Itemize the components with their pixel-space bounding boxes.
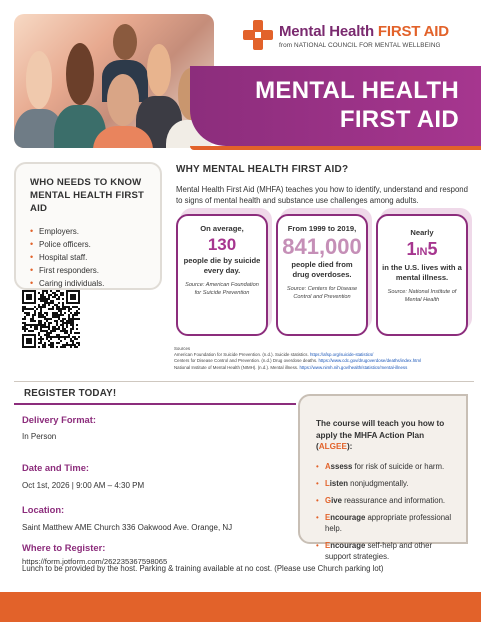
register-title: REGISTER TODAY! — [24, 388, 117, 399]
divider — [14, 381, 474, 382]
list-item: • Caring individuals. — [30, 277, 146, 290]
source-line: Centers for Disease Control and Prevention. (n.d.) Drug overdose deaths. https://www.cdc.gov/drugoverdose/deaths/index.html — [174, 358, 421, 364]
list-item: • Assess for risk of suicide or harm. — [316, 461, 454, 472]
location-value: Saint Matthew AME Church 336 Oakwood Ave. Orange, NJ — [22, 523, 233, 532]
sources — [174, 346, 474, 371]
banner-title: MENTAL HEALTH FIRST AID — [255, 77, 459, 133]
header — [0, 0, 481, 150]
source-line: National Institute of Mental Health (NIMH). (n.d.). Mental illness. https://www.nimh.nih.gov/health/statistics/mental-illness — [174, 364, 408, 370]
stat-description: people died from drug overdoses. — [291, 260, 353, 279]
list-item: • Encourage self-help and other support strategies. — [316, 540, 454, 562]
list-item: • Encourage appropriate professional help. — [316, 512, 454, 534]
date-label: Date and Time: — [22, 462, 90, 473]
stat-lead: Nearly — [410, 228, 434, 237]
mhfa-logo — [243, 20, 473, 58]
cross-logo-icon — [243, 20, 273, 50]
logo-title: Mental Health FIRST AID — [279, 23, 449, 40]
group-photo — [14, 14, 214, 148]
stat-card-mental-illness — [376, 214, 468, 336]
stat-card-suicide — [176, 214, 268, 336]
stat-source: Source: National Institute of Mental Health — [387, 289, 457, 303]
source-link[interactable]: https://afsp.org/suicide-statistics/ — [309, 352, 374, 358]
qr-code[interactable] — [22, 290, 80, 348]
list-item: • Give reassurance and information. — [316, 495, 454, 506]
list-item: • Listen nonjudgmentally. — [316, 478, 454, 489]
list-item: • Employers. — [30, 225, 146, 238]
stat-card-overdose — [276, 214, 368, 336]
stat-lead: On average, — [200, 224, 244, 233]
divider — [14, 403, 296, 405]
sources-heading: Sources — [174, 346, 191, 351]
list-item: • Police officers. — [30, 238, 146, 251]
list-item: • Hospital staff. — [30, 251, 146, 264]
algee-panel — [298, 394, 468, 561]
algee-title: The course will teach you how to apply the MHFA Action Plan (ALGEE): — [316, 419, 445, 451]
stat-lead: From 1999 to 2019, — [287, 224, 357, 233]
stat-description: people die by suicide every day. — [183, 256, 261, 275]
stat-source: Source: Centers for Disease Control and Prevention — [286, 286, 358, 300]
who-needs-panel — [14, 162, 162, 290]
list-item: • First responders. — [30, 264, 146, 277]
footnote: Lunch to be provided by the host. Parking & training available at no cost. (Please use Church parking lot) — [22, 564, 384, 573]
stat-source: Source: American Foundation for Suicide Prevention — [185, 282, 259, 296]
source-link[interactable]: https://www.cdc.gov/drugoverdose/deaths/index.html — [318, 358, 421, 364]
location-label: Location: — [22, 504, 65, 515]
stat-description: in the U.S. lives with a mental illness. — [382, 263, 462, 282]
stat-number: 130 — [207, 235, 237, 254]
date-value: Oct 1st, 2026 | 9:00 AM – 4:30 PM — [22, 481, 145, 490]
footer-bar — [0, 592, 481, 622]
title-banner — [190, 66, 481, 146]
delivery-label: Delivery Format: — [22, 414, 96, 425]
where-label: Where to Register: — [22, 542, 106, 553]
logo-subtitle: from NATIONAL COUNCIL FOR MENTAL WELLBEING — [279, 42, 441, 49]
who-list — [30, 225, 146, 290]
why-body: Mental Health First Aid (MHFA) teaches you how to identify, understand and respond to signs of mental health and substance use challenges among adults. — [176, 185, 468, 205]
delivery-value: In Person — [22, 432, 57, 441]
source-link[interactable]: https://www.nimh.nih.gov/health/statistics/mental-illness — [299, 364, 408, 370]
why-title: WHY MENTAL HEALTH FIRST AID? — [176, 164, 349, 175]
stat-number: 1IN5 — [406, 239, 438, 259]
stat-number: 841,000 — [282, 234, 362, 259]
who-title: WHO NEEDS TO KNOW MENTAL HEALTH FIRST AID — [30, 177, 145, 214]
registration-link[interactable]: https://form.jotform.com/262235367598065 — [22, 557, 168, 566]
source-line: American Foundation for Suicide Prevention. (n.d.). Suicide statistics. https://afsp.org/suicide-statistics/ — [174, 352, 374, 358]
algee-list — [316, 461, 454, 562]
